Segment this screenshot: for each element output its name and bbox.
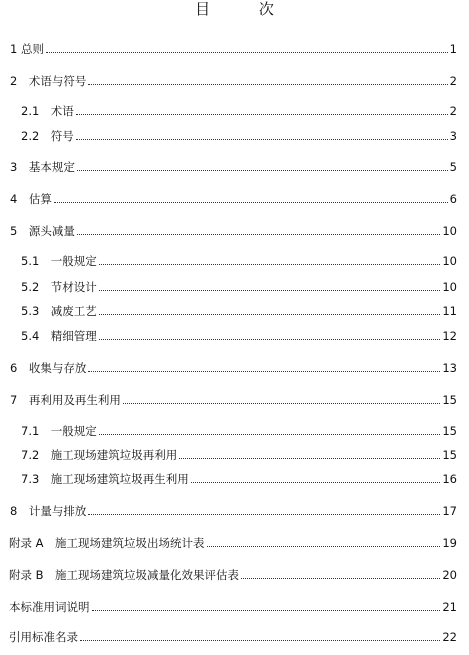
- dot-leader: [241, 578, 440, 579]
- toc-entry-page: 2: [449, 104, 457, 118]
- dot-leader: [77, 234, 441, 235]
- toc-entry-label: 2 术语与符号: [10, 74, 87, 88]
- dot-leader: [88, 514, 440, 515]
- toc-entry-page: 10: [442, 254, 457, 268]
- dot-leader: [99, 314, 441, 315]
- toc-entry-7-3[interactable]: [0, 468, 469, 486]
- dot-leader: [179, 458, 440, 459]
- toc-entry-references[interactable]: [0, 626, 469, 644]
- toc-entry-page: 10: [442, 224, 457, 238]
- toc-entry-label: 附录 B 施工现场建筑垃圾减量化效果评估表: [9, 568, 240, 582]
- toc-entry-label: 7.1 一般规定: [21, 424, 97, 438]
- toc-entry-label: 2.1 术语: [21, 104, 74, 118]
- toc-entry-5-2[interactable]: [0, 276, 469, 294]
- dot-leader: [191, 482, 441, 483]
- toc-entry-page: 15: [442, 424, 457, 438]
- toc-entry-page: 19: [442, 536, 457, 550]
- toc-entry-page: 13: [442, 361, 457, 375]
- toc-entry-label: 1 总则: [10, 42, 44, 56]
- toc-entry-label: 5 源头减量: [10, 224, 75, 238]
- dot-leader: [207, 546, 441, 547]
- toc-entry-label: 4 估算: [10, 192, 52, 206]
- toc-entry-label: 5.2 节材设计: [21, 280, 97, 294]
- toc-entry-2-2[interactable]: [0, 125, 469, 143]
- toc-entry-page: 15: [442, 448, 457, 462]
- toc-entry-wording[interactable]: [0, 596, 469, 614]
- toc-entry-label: 5.4 精细管理: [21, 329, 97, 343]
- dot-leader: [80, 640, 440, 641]
- toc-entry-page: 6: [449, 192, 457, 206]
- toc-entry-label: 7.3 施工现场建筑垃圾再生利用: [21, 472, 189, 486]
- toc-entry-2[interactable]: [0, 70, 469, 88]
- toc-entry-8[interactable]: [0, 500, 469, 518]
- dot-leader: [92, 610, 441, 611]
- toc-entry-5-1[interactable]: [0, 250, 469, 268]
- toc-entry-appendix-b[interactable]: [0, 564, 469, 582]
- dot-leader: [77, 170, 448, 171]
- toc-entry-page: 2: [449, 74, 457, 88]
- toc-entry-4[interactable]: [0, 188, 469, 206]
- toc-entry-label: 8 计量与排放: [10, 504, 87, 518]
- toc-entry-label: 3 基本规定: [10, 160, 75, 174]
- dot-leader: [99, 339, 441, 340]
- toc-entry-5-3[interactable]: [0, 300, 469, 318]
- dot-leader: [88, 84, 447, 85]
- toc-entry-page: 20: [442, 568, 457, 582]
- toc-entry-2-1[interactable]: [0, 100, 469, 118]
- toc-entry-label: 5.1 一般规定: [21, 254, 97, 268]
- toc-entry-label: 7 再利用及再生利用: [10, 393, 121, 407]
- dot-leader: [99, 264, 441, 265]
- toc-entry-label: 附录 A 施工现场建筑垃圾出场统计表: [9, 536, 205, 550]
- toc-entry-appendix-a[interactable]: [0, 532, 469, 550]
- dot-leader: [88, 371, 440, 372]
- toc-entry-1[interactable]: [0, 38, 469, 56]
- toc-entry-page: 3: [449, 129, 457, 143]
- toc-entry-5-4[interactable]: [0, 325, 469, 343]
- toc-entry-7-2[interactable]: [0, 444, 469, 462]
- toc-entry-label: 6 收集与存放: [10, 361, 87, 375]
- toc-entry-3[interactable]: [0, 156, 469, 174]
- dot-leader: [99, 290, 441, 291]
- toc-entry-label: 5.3 减废工艺: [21, 304, 97, 318]
- toc-entry-page: 21: [442, 600, 457, 614]
- toc-entry-page: 10: [442, 280, 457, 294]
- toc-entry-label: 2.2 符号: [21, 129, 74, 143]
- dot-leader: [46, 52, 448, 53]
- toc-entry-6[interactable]: [0, 357, 469, 375]
- toc-entry-page: 5: [449, 160, 457, 174]
- dot-leader: [99, 434, 441, 435]
- toc-entry-page: 1: [449, 42, 457, 56]
- toc-entry-page: 12: [442, 329, 457, 343]
- toc-entry-label: 本标准用词说明: [9, 600, 90, 614]
- toc-entry-5[interactable]: [0, 220, 469, 238]
- dot-leader: [76, 139, 448, 140]
- toc-entry-label: 7.2 施工现场建筑垃圾再利用: [21, 448, 178, 462]
- toc-entry-page: 16: [442, 472, 457, 486]
- dot-leader: [123, 403, 441, 404]
- toc-entry-page: 11: [442, 304, 457, 318]
- dot-leader: [76, 114, 448, 115]
- toc-entry-page: 22: [442, 630, 457, 644]
- page-title: 目 次: [195, 0, 296, 18]
- toc-entry-page: 15: [442, 393, 457, 407]
- toc-entry-7[interactable]: [0, 389, 469, 407]
- toc-entry-page: 17: [442, 504, 457, 518]
- dot-leader: [54, 202, 448, 203]
- toc-entry-7-1[interactable]: [0, 420, 469, 438]
- toc-entry-label: 引用标准名录: [9, 630, 78, 644]
